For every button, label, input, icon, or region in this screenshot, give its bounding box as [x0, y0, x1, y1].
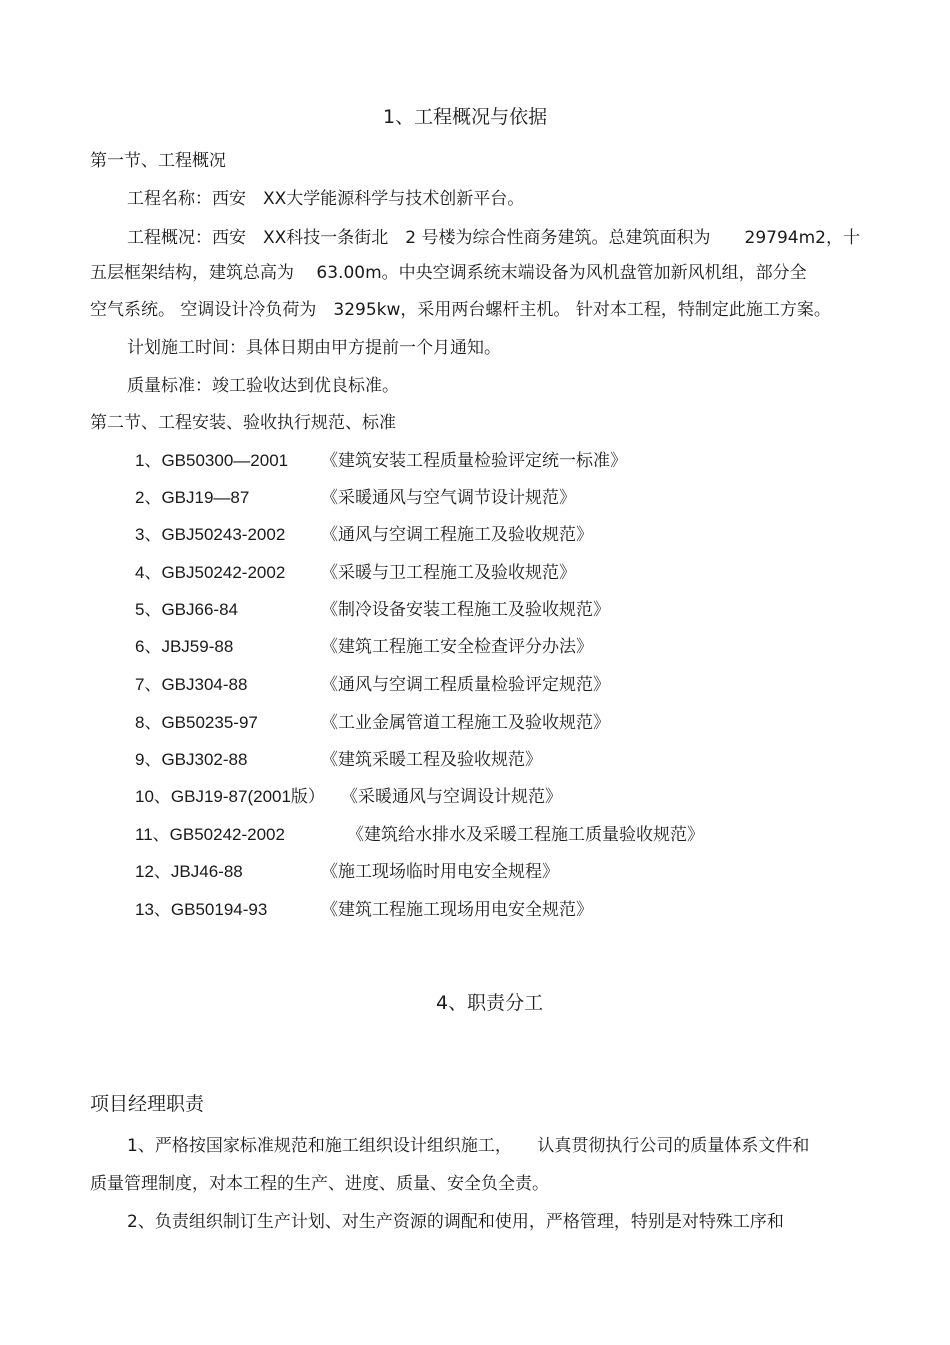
standard-name: 《建筑安装工程质量检验评定统一标准》	[321, 451, 627, 471]
section-heading-1: 第一节、工程概况	[90, 151, 226, 171]
standard-name: 《建筑工程施工现场用电安全规范》	[321, 900, 593, 920]
standard-name: 《工业金属管道工程施工及验收规范》	[321, 713, 610, 733]
pm-item-1-line-2: 质量管理制度，对本工程的生产、进度、质量、安全负全责。	[90, 1174, 549, 1194]
pm-item-2-line-1: 2、负责组织制订生产计划、对生产资源的调配和使用，严格管理，特别是对特殊工序和	[127, 1212, 784, 1232]
standard-name: 《建筑给水排水及采暖工程施工质量验收规范》	[347, 825, 704, 845]
standard-code: 7、GBJ304-88	[135, 675, 248, 694]
section-heading-2: 第二节、工程安装、验收执行规范、标准	[90, 413, 396, 433]
standard-code: 12、JBJ46-88	[135, 862, 243, 881]
project-name-line: 工程名称：西安 XX大学能源科学与技术创新平台。	[127, 189, 525, 209]
standard-code: 4、GBJ50242-2002	[135, 563, 286, 582]
standard-code: 9、GBJ302-88	[135, 750, 248, 769]
chapter-title-1: 1、工程概况与依据	[383, 106, 548, 128]
overview-line-3: 空气系统。 空调设计冷负荷为 3295kw，采用两台螺杆主机。 针对本工程，特制定此施工方案。	[90, 300, 831, 320]
quality-line: 质量标准：竣工验收达到优良标准。	[127, 376, 399, 396]
chapter-title-4: 4、职责分工	[436, 992, 544, 1014]
standard-code: 5、GBJ66-84	[135, 600, 238, 619]
standard-code: 8、GB50235-97	[135, 713, 258, 732]
pm-item-1-line-1: 1、严格按国家标准规范和施工组织设计组织施工， 认真贯彻执行公司的质量体系文件和	[127, 1136, 810, 1156]
standard-name: 《采暖通风与空气调节设计规范》	[321, 488, 576, 508]
standard-code: 2、GBJ19—87	[135, 488, 250, 507]
standard-code: 3、GBJ50243-2002	[135, 525, 286, 544]
standard-name: 《建筑采暖工程及验收规范》	[321, 750, 542, 770]
standard-code: 11、GB50242-2002	[135, 825, 285, 844]
standard-name: 《施工现场临时用电安全规程》	[321, 862, 559, 882]
pm-heading: 项目经理职责	[90, 1093, 205, 1115]
schedule-line: 计划施工时间：具体日期由甲方提前一个月通知。	[127, 338, 501, 358]
standard-code: 10、GBJ19-87(2001版）	[135, 787, 325, 806]
standard-name: 《通风与空调工程质量检验评定规范》	[321, 675, 610, 695]
standard-code: 13、GB50194-93	[135, 900, 268, 919]
standard-name: 《采暖与卫工程施工及验收规范》	[321, 563, 576, 583]
overview-line-1: 工程概况：西安 XX科技一条街北 2 号楼为综合性商务建筑。总建筑面积为 29794m2，十	[127, 228, 860, 248]
standard-name: 《通风与空调工程施工及验收规范》	[321, 525, 593, 545]
overview-line-2: 五层框架结构，建筑总高为 63.00m。中央空调系统末端设备为风机盘管加新风机组，部分全	[90, 263, 807, 283]
standard-name: 《制冷设备安装工程施工及验收规范》	[321, 600, 610, 620]
standard-name: 《建筑工程施工安全检查评分办法》	[321, 637, 593, 657]
standard-code: 1、GB50300—2001	[135, 451, 289, 470]
standard-name: 《采暖通风与空调设计规范》	[341, 787, 562, 807]
standard-code: 6、JBJ59-88	[135, 637, 234, 656]
